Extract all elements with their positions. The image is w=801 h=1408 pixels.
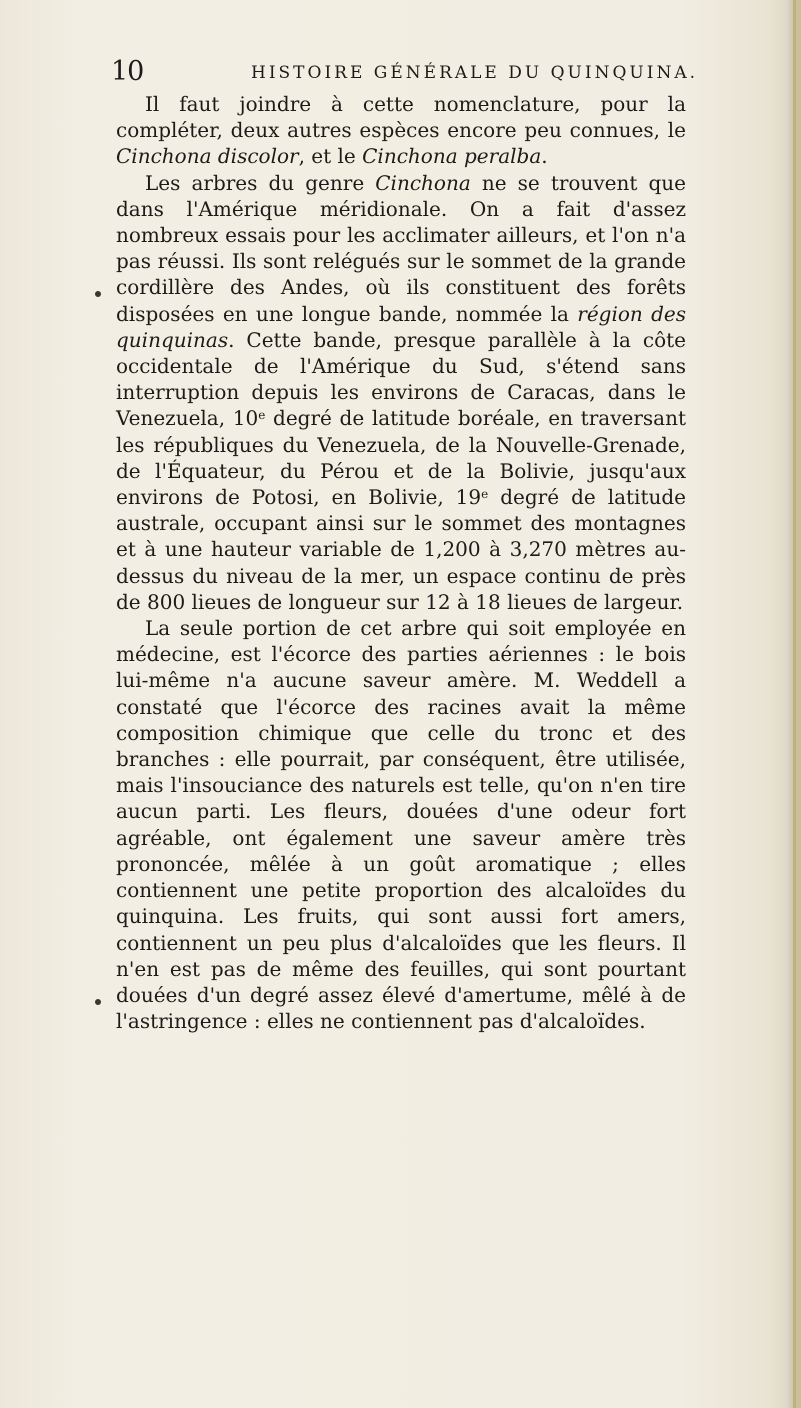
ordinal-suffix: e [258, 408, 266, 423]
body-text [116, 91, 686, 1034]
paragraph-3: La seule portion de cet arbre qui soit employée en médecine, est l'écorce des parties aériennes : le bois lui-même n'a aucune saveur amère. M. Weddell a constaté que l'écorce des racines avait la même composition chimique que celle du tronc et des branches : elle pourrait, par conséquent, être utilisée, mais l'insouciance des naturels est telle, qu'on n'en tire aucun parti. Les fleurs, douées d'une odeur fort agréable, ont également une saveur amère très prononcée, mêlée à un goût aromatique ; elles contiennent une petite proportion des alcaloïdes du quinquina. Les fruits, qui sont aussi fort amers, contiennent un peu plus d'alcaloïdes que les fleurs. Il n'en est pas de même des feuilles, qui sont pourtant douées d'un degré assez élevé d'amertume, mêlé à de l'astringence : elles ne contiennent pas d'alcaloïdes. [116, 616, 686, 1034]
region-name: région des quinquinas [116, 301, 686, 352]
binding-edge [793, 0, 796, 1408]
ordinal-suffix: e [481, 487, 489, 502]
margin-mark [95, 291, 101, 297]
margin-mark [95, 999, 101, 1005]
genus-name: Cinchona [375, 170, 471, 195]
paragraph-2: Les arbres du genre Cinchona ne se trouvent que dans l'Amérique méridionale. On a fait d'assez nombreux essais pour les acclimater ailleurs, et l'on n'a pas réussi. Ils sont relégués sur le sommet de la grande cordillère des Andes, où ils constituent des forêts disposées en une longue bande, nommée la région des quinquinas. Cette bande, presque parallèle à la côte occidentale de l'Amérique du Sud, s'étend sans interruption depuis les environs de Caracas, dans le Venezuela, 10e degré de latitude boréale, en traversant les républiques du Venezuela, de la Nouvelle-Grenade, de l'Équateur, du Pérou et de la Bolivie, jusqu'aux environs de Potosi, en Bolivie, 19e degré de latitude australe, occupant ainsi sur le sommet des montagnes et à une hauteur variable de 1,200 à 3,270 mètres au-dessus du niveau de la mer, un espace continu de près de 800 lieues de longueur sur 12 à 18 lieues de largeur. [116, 170, 687, 614]
paragraph-1: Il faut joindre à cette nomenclature, pour la compléter, deux autres espèces encore peu connues, le Cinchona discolor, et le Cinchona peralba. [116, 92, 686, 169]
page-number: 10 [111, 56, 144, 87]
page-header [111, 56, 711, 86]
running-head: HISTOIRE GÉNÉRALE DU QUINQUINA. [251, 63, 698, 83]
species-name: Cinchona peralba [362, 144, 542, 169]
species-name: Cinchona discolor [116, 144, 299, 169]
